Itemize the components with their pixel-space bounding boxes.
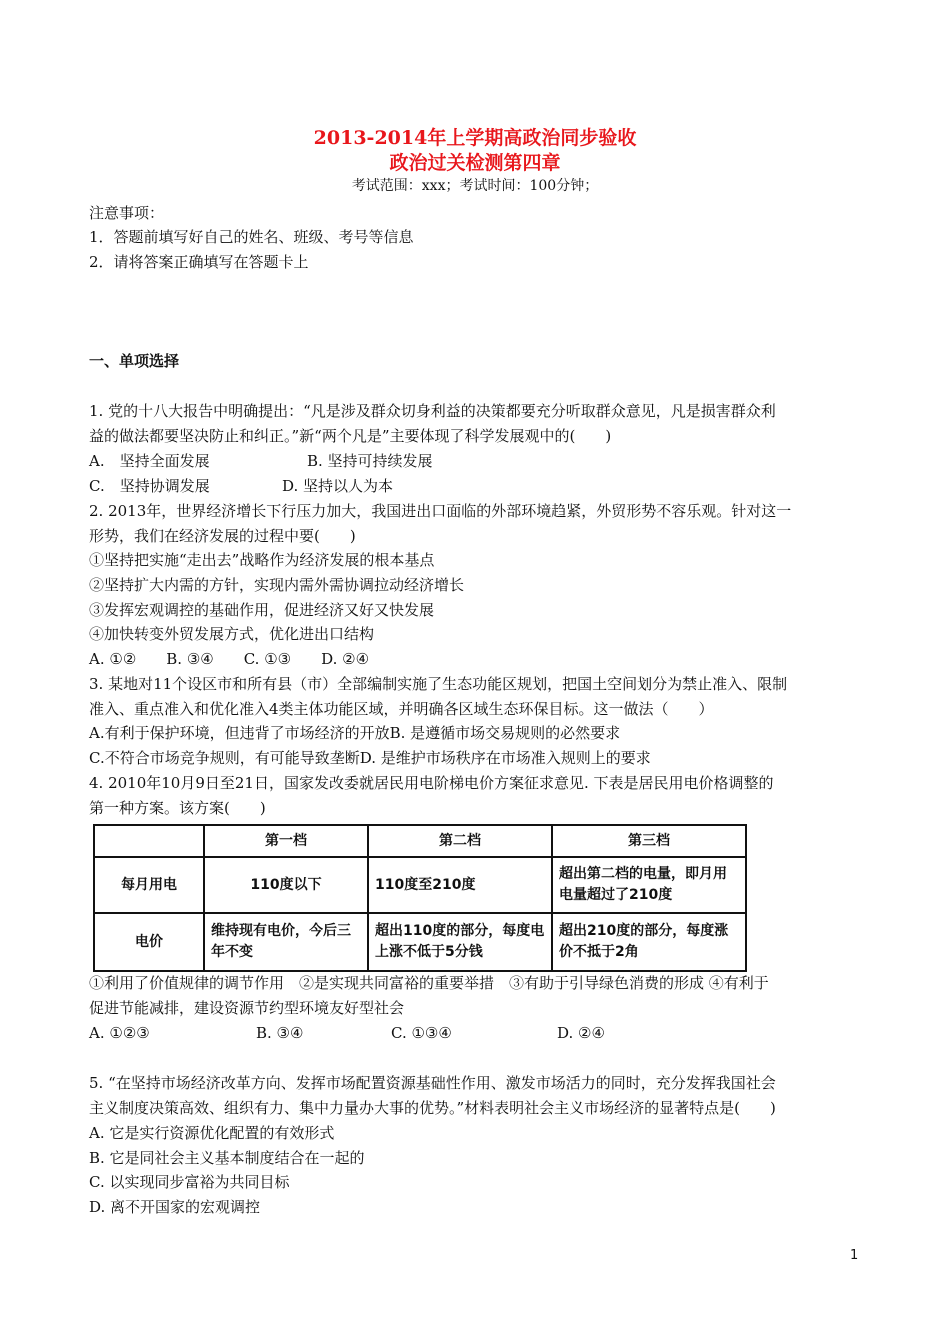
table-header-row: [94, 825, 746, 857]
q4-stem-line2: 第一种方案。该方案( ): [89, 799, 266, 817]
notice-item-2: 2．请将答案正确填写在答题卡上: [89, 253, 309, 271]
table-cell: 110度至210度: [368, 857, 552, 913]
table-header-cell: 第三档: [552, 825, 746, 857]
q4-options: [89, 1021, 869, 1045]
q1-stem-line1: 1. 党的十八大报告中明确提出：“凡是涉及群众切身利益的决策都要充分听取群众意见，凡是损害群众利: [89, 402, 776, 420]
q1-option-row1: [89, 449, 869, 473]
document-title-line1: 2013-2014年上学期高政治同步验收: [313, 127, 637, 149]
q2-stem-line1: 2. 2013年，世界经济增长下行压力加大，我国进出口面临的外部环境趋紧，外贸形势不容乐观。针对这一: [89, 502, 792, 520]
notice-heading: 注意事项：: [89, 204, 165, 222]
q2-statement-1: ①坚持把实施“走出去”战略作为经济发展的根本基点: [89, 551, 435, 569]
table-cell: 超出第二档的电量，即月用电量超过了210度: [552, 857, 746, 913]
q5-stem-line2: 主义制度决策高效、组织有力、集中力量办大事的优势。”材料表明社会主义市场经济的显著特点是( ): [89, 1099, 776, 1117]
table-header-cell: 第一档: [204, 825, 368, 857]
document-title-line2: 政治过关检测第四章: [389, 152, 561, 174]
q1-option-a: A. 坚持全面发展: [89, 452, 210, 470]
q3-stem-line1: 3. 某地对11个设区市和所有县（市）全部编制实施了生态功能区规划，把国土空间划分为禁止准入、限制: [89, 675, 788, 693]
section-title-single-choice: 一、单项选择: [89, 352, 180, 370]
table-row: [94, 857, 746, 913]
table-row-label: 每月用电: [94, 857, 204, 913]
q4-option-b: B. ③④: [256, 1024, 304, 1042]
table-row: [94, 913, 746, 971]
table-header-cell: 第二档: [368, 825, 552, 857]
table-header-cell: [94, 825, 204, 857]
q1-stem-line2: 益的做法都要坚决防止和纠正。”新“两个凡是”主要体现了科学发展观中的( ): [89, 427, 612, 445]
q4-statements-line2: 促进节能减排，建设资源节约型环境友好型社会: [89, 999, 405, 1017]
q5-option-a: A. 它是实行资源优化配置的有效形式: [89, 1124, 335, 1142]
page-number: 1: [850, 1248, 859, 1263]
table-row-label: 电价: [94, 913, 204, 971]
q5-stem-line1: 5. “在坚持市场经济改革方向、发挥市场配置资源基础性作用、激发市场活力的同时，充分发挥我国社会: [89, 1074, 776, 1092]
q4-statements-line1: ①利用了价值规律的调节作用 ②是实现共同富裕的重要举措 ③有助于引导绿色消费的形成 ④有利于: [89, 974, 769, 992]
notice-item-1: 1．答题前填写好自己的姓名、班级、考号等信息: [89, 228, 414, 246]
q1-option-row2: [89, 474, 869, 498]
q4-option-c: C. ①③④: [391, 1024, 452, 1042]
q1-option-c: C. 坚持协调发展: [89, 477, 210, 495]
table-cell: 超出110度的部分，每度电上涨不低于5分钱: [368, 913, 552, 971]
q4-stem-line1: 4. 2010年10月9日至21日，国家发改委就居民用电阶梯电价方案征求意见. 下表是居民用电价格调整的: [89, 774, 774, 792]
q4-option-d: D. ②④: [557, 1024, 605, 1042]
electricity-price-table: [93, 824, 747, 972]
q2-statement-2: ②坚持扩大内需的方针，实现内需外需协调拉动经济增长: [89, 576, 465, 594]
exam-info: 考试范围：xxx；考试时间：100分钟；: [351, 178, 599, 194]
q2-statement-4: ④加快转变外贸发展方式，优化进出口结构: [89, 625, 375, 643]
q4-option-a: A. ①②③: [89, 1024, 150, 1042]
q2-stem-line2: 形势，我们在经济发展的过程中要( ): [89, 527, 356, 545]
q3-stem-line2: 准入、重点准入和优化准入4类主体功能区域，并明确各区域生态环保目标。这一做法（ ）: [89, 700, 714, 718]
q2-statement-3: ③发挥宏观调控的基础作用，促进经济又好又快发展: [89, 601, 435, 619]
q1-option-b: B. 坚持可持续发展: [307, 452, 433, 470]
q5-option-b: B. 它是同社会主义基本制度结合在一起的: [89, 1149, 365, 1167]
q2-options: A. ①② B. ③④ C. ①③ D. ②④: [89, 650, 370, 668]
q1-option-d: D. 坚持以人为本: [282, 477, 394, 495]
table-cell: 维持现有电价，今后三年不变: [204, 913, 368, 971]
q5-option-d: D. 离不开国家的宏观调控: [89, 1198, 261, 1216]
q3-options-ab: A.有利于保护环境，但违背了市场经济的开放B. 是遵循市场交易规则的必然要求: [89, 724, 621, 742]
q3-options-cd: C.不符合市场竞争规则，有可能导致垄断D. 是维护市场秩序在市场准入规则上的要求: [89, 749, 651, 767]
table-cell: 110度以下: [204, 857, 368, 913]
table-cell: 超出210度的部分，每度涨价不抵于2角: [552, 913, 746, 971]
q5-option-c: C. 以实现同步富裕为共同目标: [89, 1173, 290, 1191]
